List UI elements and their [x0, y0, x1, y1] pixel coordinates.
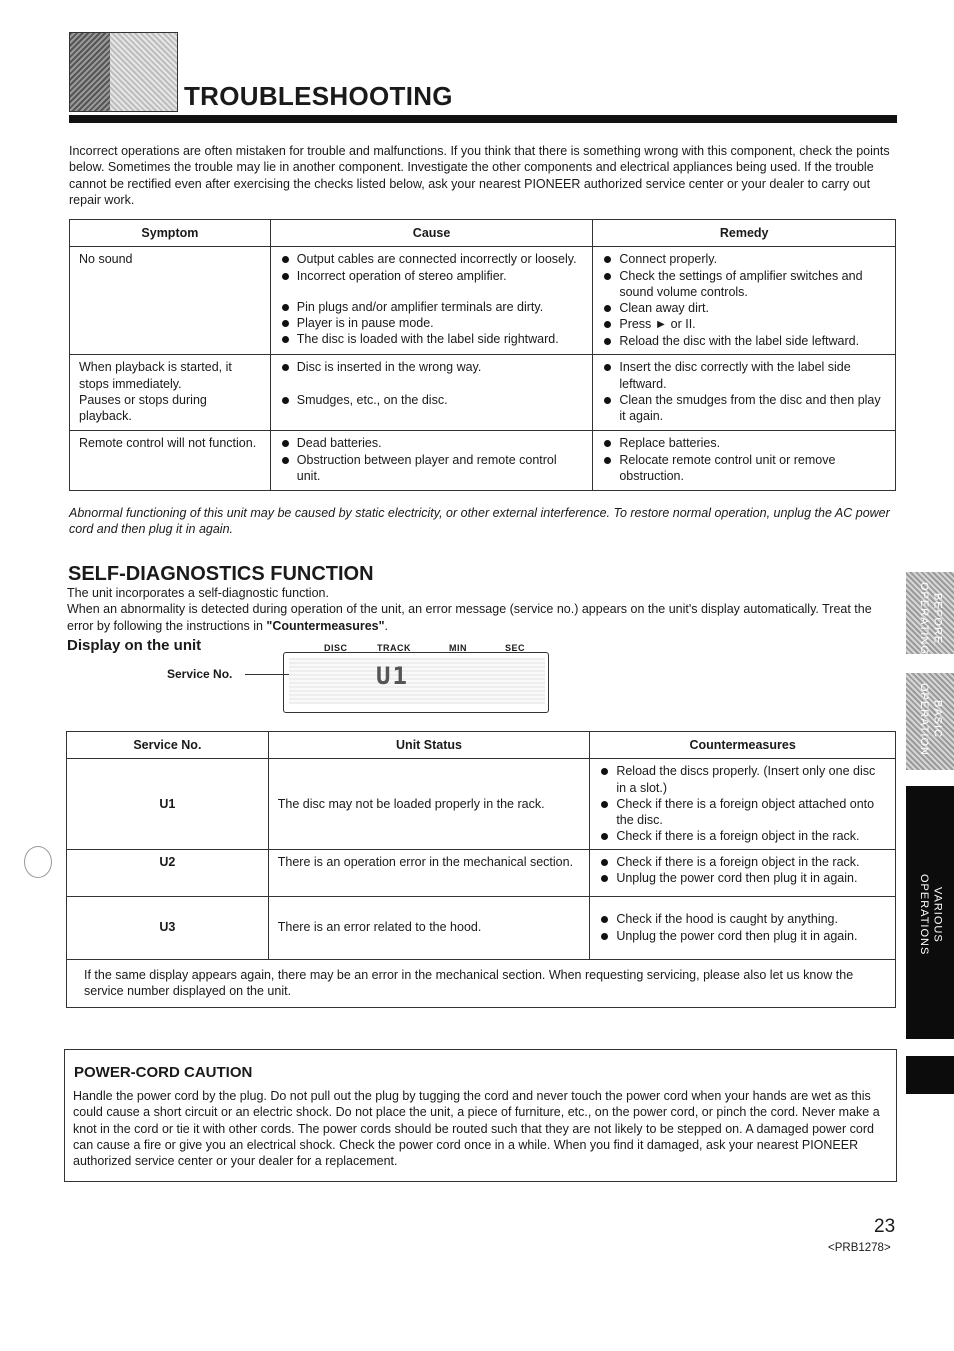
intro-paragraph: Incorrect operations are often mistaken for trouble and malfunctions. If you think that there is something wrong with this component, check the points below. Sometimes the trouble may lie in another component. Investigate the other components and electrical appliances being used. If the trouble cannot be rectified even after exercising the checks listed below, ask your nearest PIONEER authorized service center or your dealer to carry out repair work. — [69, 144, 890, 207]
list-item: Player is in pause mode. — [280, 315, 584, 331]
list-item: Check if the hood is caught by anything. — [599, 911, 886, 927]
list-item: The disc is loaded with the label side rightward. — [280, 331, 584, 347]
table-row — [67, 896, 896, 959]
binder-hole — [24, 846, 52, 878]
remedy-cell — [593, 431, 896, 491]
status-cell: There is an error related to the hood. — [268, 896, 590, 959]
list-item: Relocate remote control unit or remove obstruction. — [602, 452, 886, 485]
status-cell: There is an operation error in the mechanical section. — [268, 849, 590, 896]
troubleshooting-table — [69, 219, 896, 491]
display-label-track: TRACK — [377, 643, 411, 653]
remedy-cell — [593, 355, 896, 431]
header-unit-status: Unit Status — [268, 732, 590, 759]
tab-before-operating: BEFORE OPERATING — [906, 572, 954, 654]
static-note: Abnormal functioning of this unit may be caused by static electricity, or other external interference. To restore normal operation, unplug the AC power cord and then plug it in again. — [69, 506, 890, 537]
list-item: Output cables are connected incorrectly or loosely. — [280, 251, 584, 267]
service-footer-note: If the same display appears again, there may be an error in the mechanical section. When requesting servicing, please also let us know the service number displayed on the unit. — [67, 959, 896, 1007]
service-code-cell: U3 — [67, 896, 269, 959]
list-item: Insert the disc correctly with the label side leftward. — [602, 359, 886, 392]
display-screen — [289, 658, 545, 704]
tab-various-operations: VARIOUS OPERATIONS — [906, 786, 954, 1039]
power-cord-text: Handle the power cord by the plug. Do not pull out the plug by tugging the cord and never touch the power cord when your hands are wet as this could cause a short circuit or an electric shock. Do not place the unit, a piece of furniture, etc., on the power cord, or pinch the cord. Never make a knot in the cord or tie it with other cords. The power cords should be routed such that they are not likely to be stepped on. A damaged power cord can cause a fire or give you an electrical shock. Check the power cord once in a while. When you find it damaged, ask your nearest PIONEER authorized service center or your dealer for a replacement. — [73, 1089, 880, 1168]
table-row — [67, 849, 896, 896]
page-title: TROUBLESHOOTING — [184, 81, 453, 111]
self-diagnostics-heading: SELF-DIAGNOSTICS FUNCTION — [68, 563, 374, 585]
list-item: Unplug the power cord then plug it in again. — [599, 870, 886, 886]
table-row — [70, 247, 896, 355]
list-item: Disc is inserted in the wrong way. — [280, 359, 584, 375]
symptom-cell: No sound — [70, 247, 271, 355]
display-label-min: MIN — [449, 643, 467, 653]
cause-cell — [270, 431, 593, 491]
page-number: 23 — [874, 1216, 896, 1237]
service-table — [66, 731, 896, 1008]
list-item: Connect properly. — [602, 251, 886, 267]
measures-cell — [590, 896, 896, 959]
tab-marker — [906, 1056, 954, 1094]
list-item: Dead batteries. — [280, 435, 584, 451]
display-heading: Display on the unit — [67, 637, 202, 654]
header-remedy: Remedy — [593, 220, 896, 247]
header-symptom: Symptom — [70, 220, 271, 247]
header-service-no: Service No. — [67, 732, 269, 759]
list-item: Obstruction between player and remote control unit. — [280, 452, 584, 485]
service-code-cell: U1 — [67, 759, 269, 849]
display-label-sec: SEC — [505, 643, 526, 653]
list-item: Reload the discs properly. (Insert only one disc in a slot.) — [599, 763, 886, 796]
table-row — [70, 355, 896, 431]
tab-basic-operation: BASIC OPERATION — [906, 673, 954, 770]
power-cord-heading: POWER-CORD CAUTION — [74, 1064, 253, 1081]
status-cell: The disc may not be loaded properly in the rack. — [268, 759, 590, 849]
cause-cell — [270, 247, 593, 355]
header-countermeasures: Countermeasures — [590, 732, 896, 759]
self-diagnostics-text: The unit incorporates a self-diagnostic function. When an abnormality is detected during operation of the unit, an error message (service no.) appears on the unit's display automatically. Treat the error by following the instructions in "Countermeasures". — [67, 586, 872, 633]
cause-cell — [270, 355, 593, 431]
table-header-row — [67, 732, 896, 759]
table-footer-row — [67, 959, 896, 1007]
measures-cell — [590, 759, 896, 849]
service-code-cell: U2 — [67, 849, 269, 896]
list-item: Reload the disc with the label side leftward. — [602, 333, 886, 349]
symptom-cell: Remote control will not function. — [70, 431, 271, 491]
title-rule — [69, 115, 897, 123]
header-cause: Cause — [270, 220, 593, 247]
list-item: Pin plugs and/or amplifier terminals are dirty. — [280, 299, 584, 315]
table-row — [70, 431, 896, 491]
display-code: U1 — [376, 662, 409, 690]
list-item: Replace batteries. — [602, 435, 886, 451]
list-item: Smudges, etc., on the disc. — [280, 392, 584, 408]
list-item: Check if there is a foreign object attached onto the disc. — [599, 796, 886, 829]
remedy-cell — [593, 247, 896, 355]
list-item: Check if there is a foreign object in the rack. — [599, 828, 886, 844]
table-row — [67, 759, 896, 849]
table-header-row — [70, 220, 896, 247]
list-item: Check if there is a foreign object in the rack. — [599, 854, 886, 870]
symptom-cell: When playback is started, it stops immediately. Pauses or stops during playback. — [70, 355, 271, 431]
section-header-graphic — [69, 32, 178, 112]
list-item: Check the settings of amplifier switches and sound volume controls. — [602, 268, 886, 301]
list-item: Clean the smudges from the disc and then play it again. — [602, 392, 886, 425]
document-code: <PRB1278> — [828, 1242, 891, 1254]
list-item: Clean away dirt. — [602, 300, 886, 316]
measures-cell — [590, 849, 896, 896]
list-item: Unplug the power cord then plug it in again. — [599, 928, 886, 944]
display-label-disc: DISC — [324, 643, 348, 653]
list-item: Press ► or ΙΙ. — [602, 316, 886, 332]
list-item: Incorrect operation of stereo amplifier. — [280, 268, 584, 284]
service-no-label: Service No. — [167, 667, 233, 681]
